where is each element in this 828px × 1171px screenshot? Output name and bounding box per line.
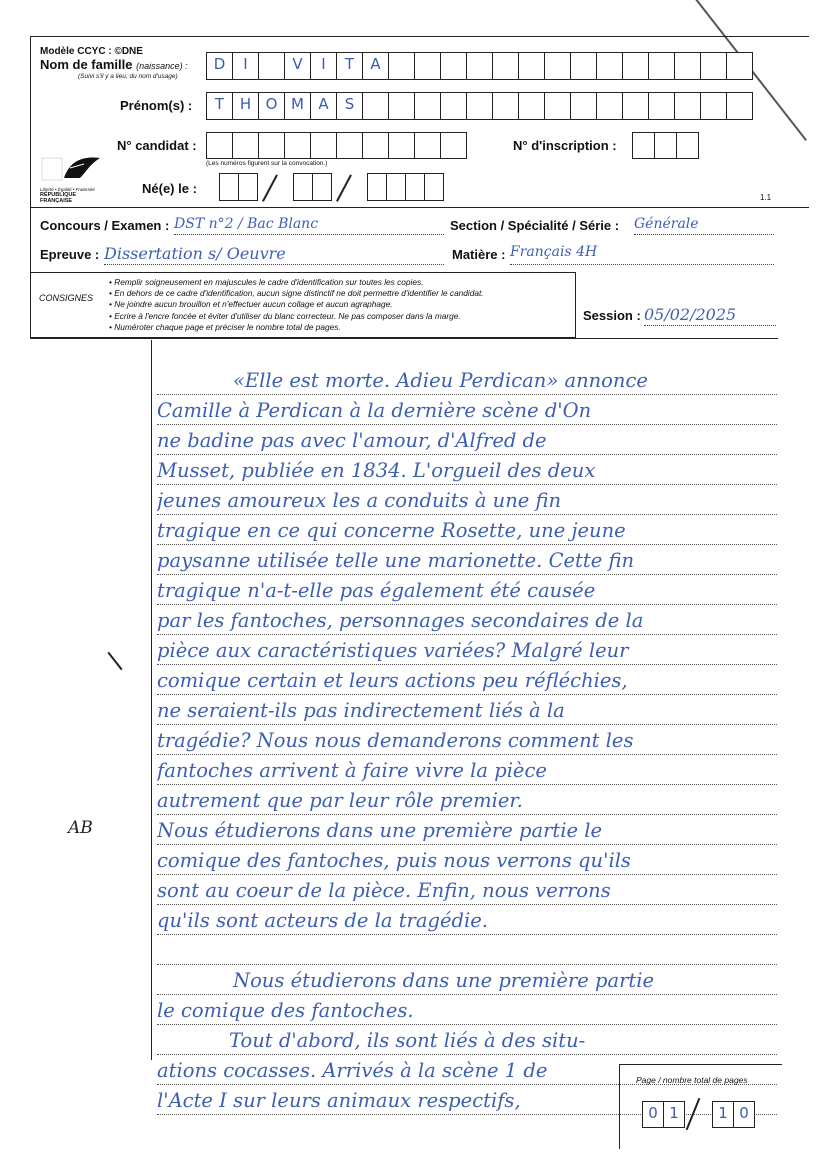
firstname-letter-box[interactable] xyxy=(362,92,389,120)
surname-letter-box[interactable] xyxy=(440,52,467,80)
firstname-letter-box[interactable]: A xyxy=(310,92,337,120)
surname-letter-box[interactable] xyxy=(596,52,623,80)
surname-letter-box[interactable] xyxy=(492,52,519,80)
total-digit[interactable]: 1 xyxy=(712,1101,734,1128)
page-info-label: Page / nombre total de pages xyxy=(636,1075,748,1085)
page-info-box xyxy=(619,1064,782,1149)
marianne-logo-icon xyxy=(40,154,108,182)
candidate-digit-box[interactable] xyxy=(284,132,311,159)
answer-line: le comique des fantoches. xyxy=(157,996,777,1025)
consigne-item: • Remplir soigneusement en majuscules le cadre d'identification sur toutes les copies. xyxy=(109,277,484,288)
surname-letter-box[interactable] xyxy=(622,52,649,80)
answer-line: fantoches arrivent à faire vivre la pièce xyxy=(157,756,777,785)
model-label: Modèle CCYC : ©DNE xyxy=(40,46,143,57)
surname-letter-box[interactable] xyxy=(700,52,727,80)
answer-line: ne seraient-ils pas indirectement liés à la xyxy=(157,696,777,725)
firstname-letter-box[interactable] xyxy=(492,92,519,120)
surname-letter-box[interactable]: I xyxy=(310,52,337,80)
birthdate-digit-box[interactable] xyxy=(238,173,258,201)
firstname-letter-box[interactable] xyxy=(414,92,441,120)
candidate-digit-box[interactable] xyxy=(232,132,259,159)
answer-line: ne badine pas avec l'amour, d'Alfred de xyxy=(157,426,777,455)
surname-letter-box[interactable] xyxy=(648,52,675,80)
firstname-letter-box[interactable]: S xyxy=(336,92,363,120)
answer-line: sont au coeur de la pièce. Enfin, nous verrons xyxy=(157,876,777,905)
concours-label: Concours / Examen : xyxy=(40,218,170,233)
inscription-digit-box[interactable] xyxy=(632,132,655,159)
firstname-letter-box[interactable] xyxy=(700,92,727,120)
inscription-number-label: N° d'inscription : xyxy=(513,138,617,153)
session-label: Session : xyxy=(583,308,641,323)
answer-line: Camille à Perdican à la dernière scène d'On xyxy=(157,396,777,425)
surname-letter-box[interactable] xyxy=(414,52,441,80)
candidate-digit-box[interactable] xyxy=(336,132,363,159)
consignes-label: CONSIGNES xyxy=(39,293,94,303)
surname-letter-box[interactable]: D xyxy=(206,52,233,80)
consigne-item: • Ecrire à l'encre foncée et éviter d'utiliser du blanc correcteur. Ne pas composer dans la marge. xyxy=(109,311,484,322)
surname-letter-box[interactable] xyxy=(518,52,545,80)
candidate-digit-box[interactable] xyxy=(206,132,233,159)
republique-logo: Liberté • Égalité • Fraternité RÉPUBLIQUE FRANÇAISE xyxy=(40,154,108,198)
candidate-digit-box[interactable] xyxy=(258,132,285,159)
answer-line: qu'ils sont acteurs de la tragédie. xyxy=(157,906,777,935)
surname-letter-box[interactable]: A xyxy=(362,52,389,80)
answer-line: comique des fantoches, puis nous verrons qu'ils xyxy=(157,846,777,875)
surname-letter-box[interactable] xyxy=(726,52,753,80)
surname-note: (Suivi s'il y a lieu, du nom d'usage) xyxy=(78,73,178,80)
firstname-letter-box[interactable] xyxy=(466,92,493,120)
header-separator xyxy=(30,338,778,339)
birthdate-digit-box[interactable] xyxy=(219,173,239,201)
firstname-letter-box[interactable] xyxy=(544,92,571,120)
firstname-letter-box[interactable] xyxy=(440,92,467,120)
answer-line: tragique n'a-t-elle pas également été causée xyxy=(157,576,777,605)
answer-line: paysanne utilisée telle une marionette. Cette fin xyxy=(157,546,777,575)
firstname-letter-box[interactable] xyxy=(570,92,597,120)
birthdate-label: Né(e) le : xyxy=(142,181,197,196)
firstname-letter-box[interactable] xyxy=(388,92,415,120)
epreuve-label: Epreuve : xyxy=(40,247,100,262)
firstname-letter-box[interactable]: T xyxy=(206,92,233,120)
section-label: Section / Spécialité / Série : xyxy=(450,218,620,233)
firstname-letter-box[interactable]: O xyxy=(258,92,285,120)
margin-tick-mark xyxy=(107,652,122,671)
page-digit[interactable]: 1 xyxy=(663,1101,685,1128)
firstname-letter-box[interactable] xyxy=(726,92,753,120)
candidate-digit-box[interactable] xyxy=(414,132,441,159)
concours-value[interactable]: DST n°2 / Bac Blanc xyxy=(174,216,444,235)
answer-line: Nous étudierons dans une première partie le xyxy=(157,816,777,845)
firstname-letter-box[interactable]: M xyxy=(284,92,311,120)
surname-letter-box[interactable] xyxy=(570,52,597,80)
birthdate-digit-box[interactable] xyxy=(293,173,313,201)
answer-line xyxy=(157,936,777,965)
consignes-list xyxy=(109,277,484,333)
candidate-digit-box[interactable] xyxy=(388,132,415,159)
answer-line: tragédie? Nous nous demanderons comment les xyxy=(157,726,777,755)
surname-letter-box[interactable] xyxy=(258,52,285,80)
surname-letter-box[interactable] xyxy=(388,52,415,80)
inscription-digit-box[interactable] xyxy=(676,132,699,159)
answer-line: autrement que par leur rôle premier. xyxy=(157,786,777,815)
firstname-letter-box[interactable]: H xyxy=(232,92,259,120)
answer-line: pièce aux caractéristiques variées? Malgré leur xyxy=(157,636,777,665)
surname-letter-box[interactable] xyxy=(674,52,701,80)
firstname-letter-box[interactable] xyxy=(648,92,675,120)
answer-line: tragique en ce qui concerne Rosette, une jeune xyxy=(157,516,777,545)
answer-line: Musset, publiée en 1834. L'orgueil des deux xyxy=(157,456,777,485)
surname-letter-box[interactable] xyxy=(544,52,571,80)
birthdate-digit-box[interactable] xyxy=(367,173,387,201)
surname-letter-box[interactable]: T xyxy=(336,52,363,80)
matiere-label: Matière : xyxy=(452,247,506,262)
answer-line: Tout d'abord, ils sont liés à des situ- xyxy=(157,1026,777,1055)
birthdate-digit-box[interactable] xyxy=(424,173,444,201)
answer-line: Nous étudierons dans une première partie xyxy=(157,966,777,995)
left-border xyxy=(30,206,31,338)
epreuve-value[interactable]: Dissertation s/ Oeuvre xyxy=(104,244,444,265)
birthdate-digit-box[interactable] xyxy=(312,173,332,201)
birthdate-digit-box[interactable] xyxy=(405,173,425,201)
margin-initials: AB xyxy=(68,818,93,838)
consigne-item: • Numéroter chaque page et préciser le nombre total de pages. xyxy=(109,322,484,333)
consigne-item: • En dehors de ce cadre d'identification, aucun signe distinctif ne doit permettre d'identifier le candidat. xyxy=(109,288,484,299)
consignes-box xyxy=(30,272,576,338)
firstname-letter-box[interactable] xyxy=(674,92,701,120)
answer-line: comique certain et leurs actions peu réfléchies, xyxy=(157,666,777,695)
consigne-item: • Ne joindre aucun brouillon et n'effectuer aucun collage et aucun agraphage. xyxy=(109,299,484,310)
candidate-digit-box[interactable] xyxy=(362,132,389,159)
inscription-digit-box[interactable] xyxy=(654,132,677,159)
surname-label: Nom de famille (naissance) : xyxy=(40,57,188,72)
answer-line: par les fantoches, personnages secondaires de la xyxy=(157,606,777,635)
page-separator-slash xyxy=(686,1098,701,1130)
matiere-value[interactable]: Français 4H xyxy=(510,244,774,265)
surname-letter-box[interactable]: I xyxy=(232,52,259,80)
answer-line: jeunes amoureux les a conduits à une fin xyxy=(157,486,777,515)
candidate-number-label: N° candidat : xyxy=(117,138,197,153)
birthdate-digit-box[interactable] xyxy=(386,173,406,201)
page-digit[interactable]: 0 xyxy=(642,1101,664,1128)
candidate-digit-box[interactable] xyxy=(310,132,337,159)
firstname-letter-box[interactable] xyxy=(518,92,545,120)
candidate-number-note: (Les numéros figurent sur la convocation.) xyxy=(206,160,328,167)
firstname-letter-box[interactable] xyxy=(622,92,649,120)
session-value[interactable]: 05/02/2025 xyxy=(644,305,776,326)
candidate-digit-box[interactable] xyxy=(440,132,467,159)
version-label: 1.1 xyxy=(760,193,772,202)
surname-letter-box[interactable]: V xyxy=(284,52,311,80)
firstname-label: Prénom(s) : xyxy=(120,98,193,113)
answer-line: l'Acte I sur leurs animaux respectifs, xyxy=(157,1086,777,1115)
total-digit[interactable]: 0 xyxy=(733,1101,755,1128)
answer-line: ations cocasses. Arrivés à la scène 1 de xyxy=(157,1056,777,1085)
surname-letter-box[interactable] xyxy=(466,52,493,80)
answer-line: «Elle est morte. Adieu Perdican» annonce xyxy=(157,366,777,395)
section-value[interactable]: Générale xyxy=(634,216,774,235)
firstname-letter-box[interactable] xyxy=(596,92,623,120)
